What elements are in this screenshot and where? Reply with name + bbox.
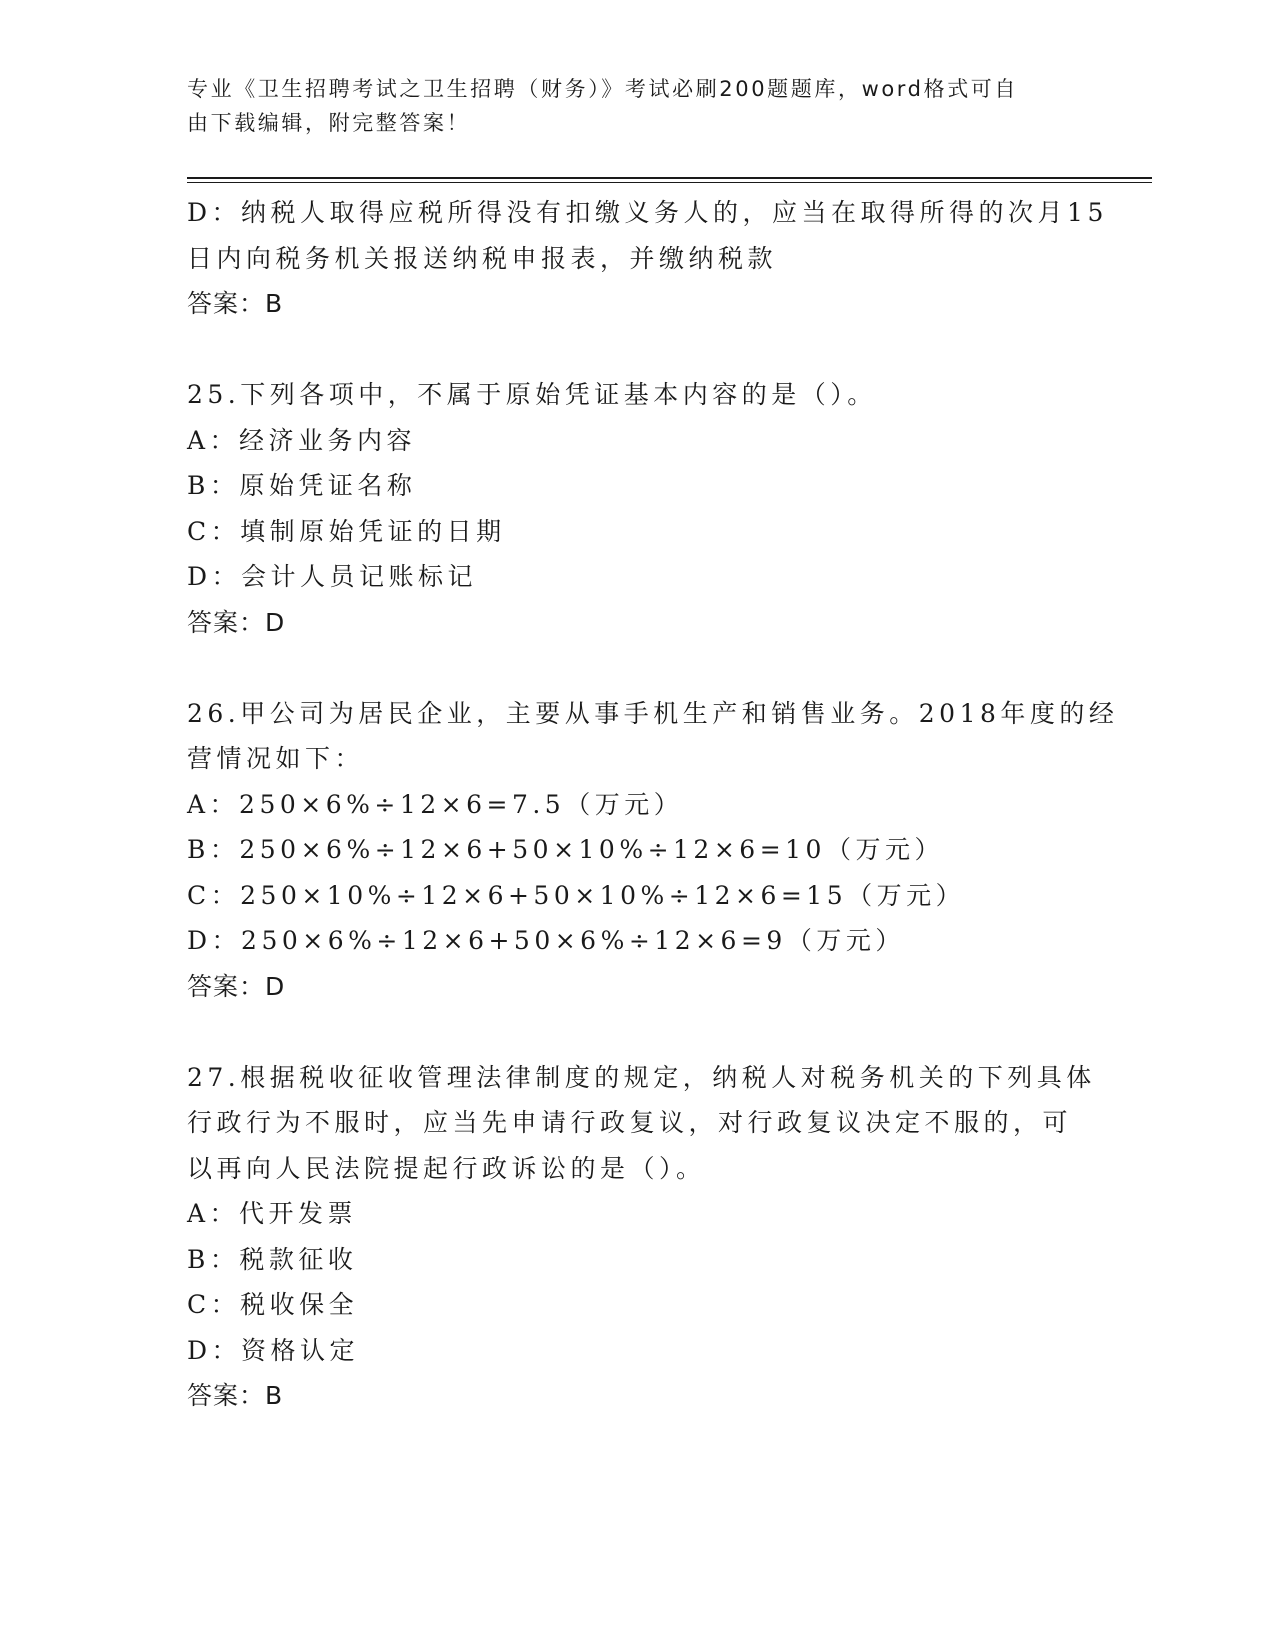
answer-line: 答案：B (187, 289, 284, 318)
option-b: B：税款征收 (187, 1244, 358, 1274)
document-body (187, 190, 1119, 1419)
answer-line: 答案：D (187, 971, 286, 1001)
question-stem: 25.下列各项中，不属于原始凭证基本内容的是（）。 (187, 380, 877, 409)
option-d: D：250×6%÷12×6+50×6%÷12×6=9（万元） (187, 926, 905, 955)
option-d-line-2: 日内向税务机关报送纳税申报表，并缴纳税款 (187, 243, 778, 273)
question-stem: 27.根据税收征收管理法律制度的规定，纳税人对税务机关的下列具体 (187, 1062, 1096, 1092)
answer-line: 答案：D (187, 607, 286, 637)
option-a: A：经济业务内容 (187, 425, 417, 455)
question-stem: 行政行为不服时，应当先申请行政复议，对行政复议决定不服的，可 (187, 1108, 1073, 1137)
previous-question-tail (187, 190, 1108, 327)
answer-line: 答案：B (187, 1381, 284, 1410)
header-divider (187, 177, 1152, 183)
option-c: C：税收保全 (187, 1290, 359, 1319)
spacer (187, 645, 1087, 691)
question-stem: 26.甲公司为居民企业，主要从事手机生产和销售业务。2018年度的经 (187, 698, 1119, 728)
option-a: A：250×6%÷12×6=7.5（万元） (187, 789, 684, 819)
header-title-line-1: 专业《卫生招聘考试之卫生招聘（财务）》考试必刷200题题库，word格式可自 (187, 77, 1018, 101)
spacer (187, 1009, 1087, 1055)
option-d: D：会计人员记账标记 (187, 562, 478, 591)
spacer (187, 327, 1087, 373)
question-stem: 以再向人民法院提起行政诉讼的是（）。 (187, 1153, 706, 1183)
header-title-line-2: 由下载编辑，附完整答案！ (187, 111, 471, 135)
document-header (187, 72, 1067, 140)
option-d-line-1: D：纳税人取得应税所得没有扣缴义务人的，应当在取得所得的次月15 (187, 198, 1108, 227)
option-d: D：资格认定 (187, 1335, 360, 1365)
question-26 (187, 691, 1119, 1010)
question-27 (187, 1055, 1096, 1419)
option-c: C：250×10%÷12×6+50×10%÷12×6=15（万元） (187, 880, 966, 910)
question-stem: 营情况如下： (187, 744, 365, 773)
option-c: C：填制原始凭证的日期 (187, 516, 506, 546)
question-25 (187, 372, 1087, 645)
option-b: B：250×6%÷12×6+50×10%÷12×6=10（万元） (187, 835, 944, 864)
option-b: B：原始凭证名称 (187, 471, 417, 500)
option-a: A：代开发票 (187, 1199, 358, 1228)
